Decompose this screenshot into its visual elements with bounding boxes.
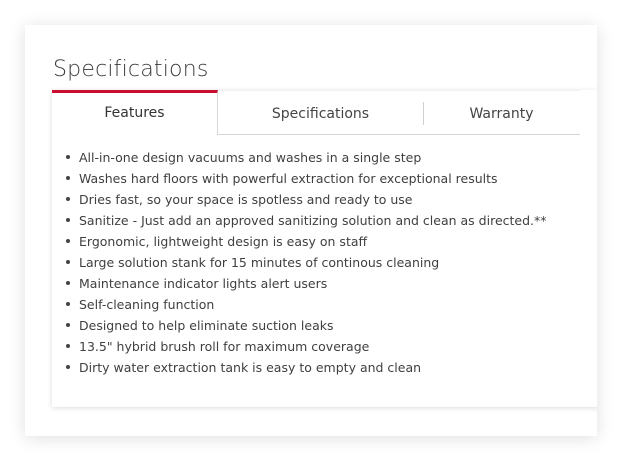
bullet-icon <box>66 365 70 369</box>
specifications-card <box>25 25 597 436</box>
bullet-icon <box>66 155 70 159</box>
feature-text: Dirty water extraction tank is easy to empty and clean <box>79 360 422 375</box>
list-item <box>79 168 547 189</box>
feature-text: Sanitize - Just add an approved sanitizing solution and clean as directed.** <box>79 213 547 228</box>
bullet-icon <box>66 260 70 264</box>
bullet-icon <box>66 281 70 285</box>
bullet-icon <box>66 197 70 201</box>
bullet-icon <box>66 176 70 180</box>
list-item <box>79 252 547 273</box>
feature-text: Maintenance indicator lights alert users <box>79 276 328 291</box>
list-item <box>79 210 547 231</box>
bullet-icon <box>66 302 70 306</box>
bullet-icon <box>66 239 70 243</box>
list-item <box>79 147 547 168</box>
feature-text: Washes hard floors with powerful extraction for exceptional results <box>79 171 498 186</box>
tab-warranty-label: Warranty <box>469 106 534 122</box>
feature-text: Large solution stank for 15 minutes of continous cleaning <box>79 255 440 270</box>
tab-warranty[interactable] <box>423 90 580 135</box>
tab-bar <box>52 90 580 135</box>
feature-text: Ergonomic, lightweight design is easy on staff <box>79 234 368 249</box>
tab-specifications[interactable] <box>218 90 423 135</box>
feature-text: All-in-one design vacuums and washes in a single step <box>79 150 422 165</box>
list-item <box>79 336 547 357</box>
bullet-icon <box>66 344 70 348</box>
feature-text: Dries fast, so your space is spotless and ready to use <box>79 192 413 207</box>
section-title: Specifications <box>53 57 209 82</box>
list-item <box>79 315 547 336</box>
feature-text: Designed to help eliminate suction leaks <box>79 318 334 333</box>
tab-panel <box>52 90 597 407</box>
tab-divider <box>423 102 424 125</box>
list-item <box>79 357 547 378</box>
tab-specifications-label: Specifications <box>271 106 370 122</box>
features-list <box>52 147 547 378</box>
bullet-icon <box>66 323 70 327</box>
feature-text: 13.5" hybrid brush roll for maximum coverage <box>79 339 370 354</box>
bullet-icon <box>66 218 70 222</box>
tab-features[interactable]: Features <box>52 90 218 135</box>
list-item <box>79 231 547 252</box>
list-item <box>79 273 547 294</box>
feature-text: Self-cleaning function <box>79 297 215 312</box>
list-item <box>79 294 547 315</box>
list-item <box>79 189 547 210</box>
